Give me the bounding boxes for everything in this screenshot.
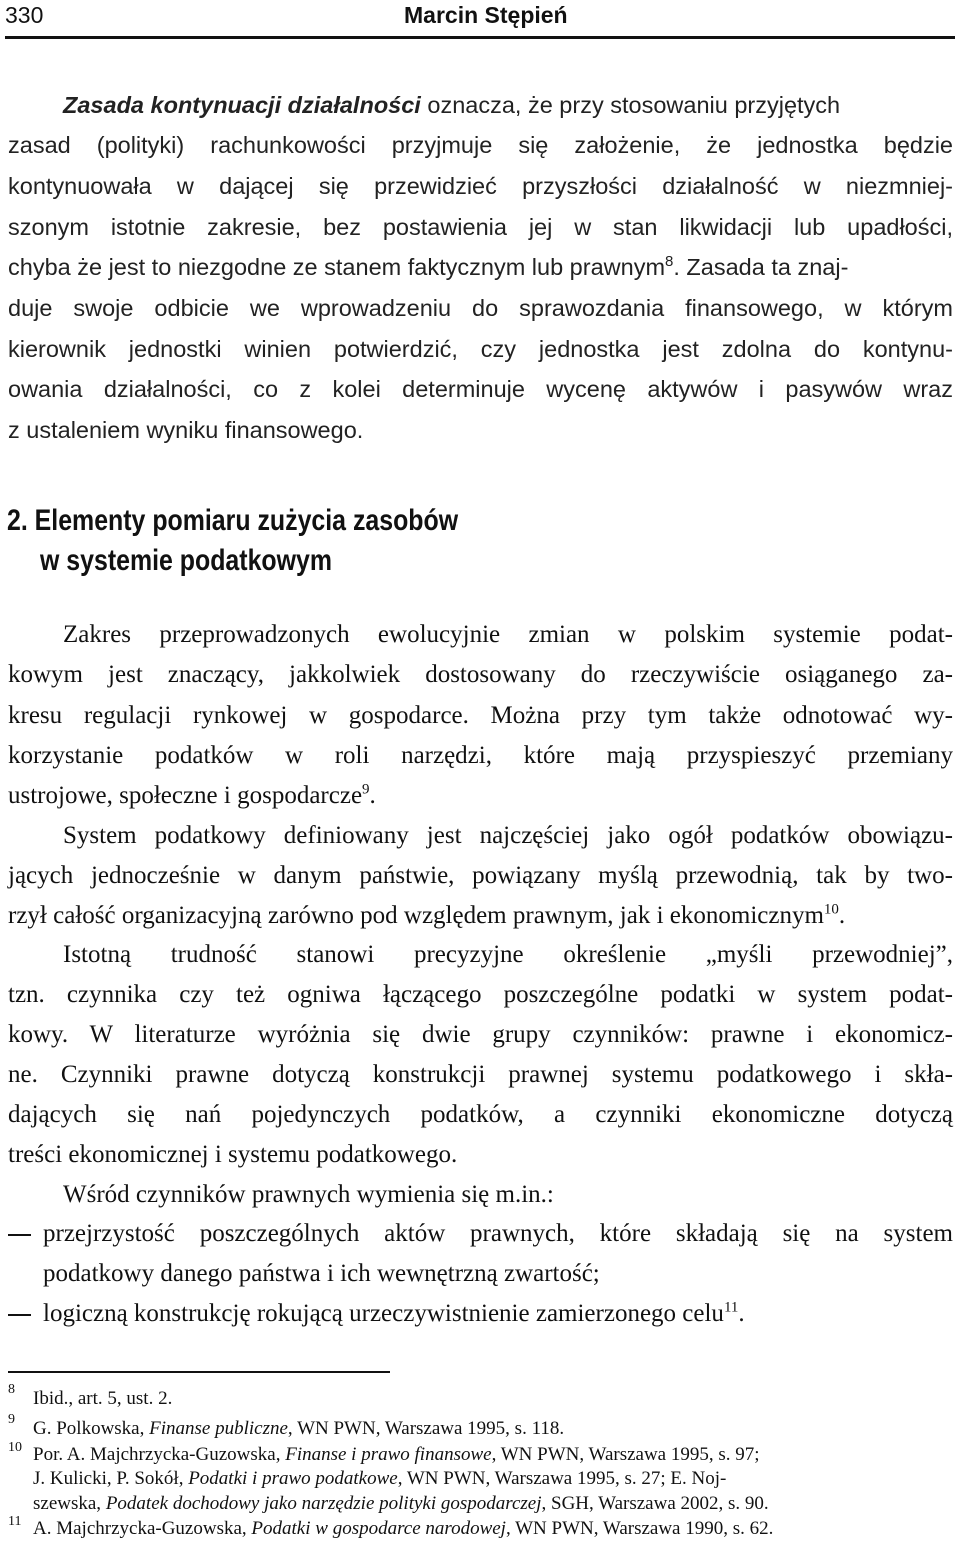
section-heading: 2. Elementy pomiaru zużycia zasobów	[7, 504, 459, 537]
cited-title: Finanse publiczne	[149, 1418, 288, 1439]
footnote-rule	[8, 1371, 390, 1373]
paragraph-line: dających się nań pojedynczych podatków, a czynniki ekonomiczne dotyczą	[8, 1101, 953, 1128]
footnote-number: 9	[8, 1412, 15, 1427]
paragraph-line: kowym jest znaczący, jakkolwiek dostosowany do rzeczywiście osiąganego za-	[8, 661, 953, 688]
paragraph-line: rzył całość organizacyjną zarówno pod względem prawnym, jak i ekonomicznym$^{10}$.	[8, 901, 846, 929]
cited-title: Podatek dochodowy jako narzędzie polityki gospodarczej	[105, 1493, 542, 1514]
paragraph-line: korzystanie podatków w roli narzędzi, które mają przyspieszyć przemiany	[8, 742, 953, 769]
cited-title: Podatki i prawo podatkowe	[188, 1468, 398, 1489]
paragraph-line: kierownik jednostki winien potwierdzić, czy jednostka jest zdolna do kontynu-	[8, 336, 953, 362]
paragraph-line: ne. Czynniki prawne dotyczą konstrukcji prawnej systemu podatkowego i skła-	[8, 1061, 953, 1088]
section-heading-cont: w systemie podatkowym	[40, 544, 332, 577]
footnote: Por. A. Majchrzycka-Guzowska, Finanse i prawo finansowe, WN PWN, Warszawa 1995, s. 97;	[33, 1444, 760, 1465]
paragraph-line: kontynuowała w dającej się przewidzieć przyszłości działalność w niezmniej-	[8, 173, 953, 199]
footnote-ref[interactable]: 11	[723, 1299, 739, 1316]
paragraph-line: Zakres przeprowadzonych ewolucyjnie zmian w polskim systemie podat-	[63, 621, 953, 648]
paragraph-line: owania działalności, co z kolei determinuje wycenę aktywów i pasywów wraz	[8, 376, 953, 402]
defined-term: Zasada kontynuacji działalności	[63, 92, 421, 118]
footnote-ref[interactable]: 10	[823, 901, 839, 918]
paragraph-line: Istotną trudność stanowi precyzyjne określenie „myśli przewodniej”,	[63, 941, 953, 968]
footnote-number: 11	[8, 1514, 22, 1529]
paragraph-line: tzn. czynnika czy też ogniwa łączącego poszczególne podatki w system podat-	[8, 981, 953, 1008]
cited-title: Finanse i prawo finansowe	[285, 1444, 492, 1465]
list-dash	[8, 1314, 31, 1316]
paragraph-line: ustrojowe, społeczne i gospodarcze$^9$.	[8, 781, 376, 809]
paragraph-line: szonym istotnie zakresie, bez postawienia jej w stan likwidacji lub upadłości,	[8, 214, 953, 240]
footnote-ref[interactable]: 8	[665, 253, 674, 271]
footnote: A. Majchrzycka-Guzowska, Podatki w gospodarce narodowej, WN PWN, Warszawa 1990, s. 62.	[33, 1518, 774, 1539]
paragraph-line: duje swoje odbicie we wprowadzeniu do sprawozdania finansowego, w którym	[8, 295, 953, 321]
paragraph-line: chyba że jest to niezgodne ze stanem faktycznym lub prawnym$^8$. Zasada ta znaj-	[8, 253, 849, 280]
page-number: 330	[5, 2, 44, 28]
paragraph-line: jących jednocześnie w danym państwie, powiązany myślą przewodnią, tak by two-	[8, 862, 953, 889]
paragraph-line: Wśród czynników prawnych wymienia się m.in.:	[63, 1181, 554, 1208]
list-item: logiczną konstrukcję rokującą urzeczywistnienie zamierzonego celu$^{11}$.	[43, 1299, 745, 1327]
cited-title: Podatki w gospodarce narodowej	[251, 1518, 506, 1539]
paragraph-line: kresu regulacji rynkowej w gospodarce. Można przy tym także odnotować wy-	[8, 702, 953, 729]
footnote: G. Polkowska, Finanse publiczne, WN PWN, Warszawa 1995, s. 118.	[33, 1418, 565, 1439]
list-dash	[8, 1234, 31, 1236]
list-item-cont: podatkowy danego państwa i ich wewnętrzną zwartość;	[43, 1260, 600, 1287]
list-item: przejrzystość poszczególnych aktów prawnych, które składają się na system	[43, 1220, 953, 1247]
paragraph-line: zasad (polityki) rachunkowości przyjmuje się założenie, że jednostka będzie	[8, 132, 953, 158]
footnote-ref[interactable]: 9	[362, 781, 370, 798]
footnote-cont: J. Kulicki, P. Sokół, Podatki i prawo podatkowe, WN PWN, Warszawa 1995, s. 27; E. Noj-	[33, 1468, 727, 1489]
paragraph-line: kowy. W literaturze wyróżnia się dwie grupy czynników: prawne i ekonomicz-	[8, 1021, 953, 1048]
running-header	[5, 0, 955, 39]
footnote-number: 8	[8, 1382, 15, 1397]
footnote-number: 10	[8, 1440, 22, 1455]
paragraph-line: Zasada kontynuacji działalności oznacza, że przy stosowaniu przyjętych	[63, 92, 841, 118]
paragraph-line: treści ekonomicznej i systemu podatkowego.	[8, 1141, 458, 1168]
paragraph-line: z ustaleniem wyniku finansowego.	[8, 417, 364, 443]
footnote: Ibid., art. 5, ust. 2.	[33, 1388, 173, 1409]
footnote-cont: szewska, Podatek dochodowy jako narzędzie polityki gospodarczej, SGH, Warszawa 2002, s. 90.	[33, 1493, 769, 1514]
paragraph-line: System podatkowy definiowany jest najczęściej jako ogół podatków obowiązu-	[63, 822, 953, 849]
running-author: Marcin Stępień	[404, 2, 568, 28]
